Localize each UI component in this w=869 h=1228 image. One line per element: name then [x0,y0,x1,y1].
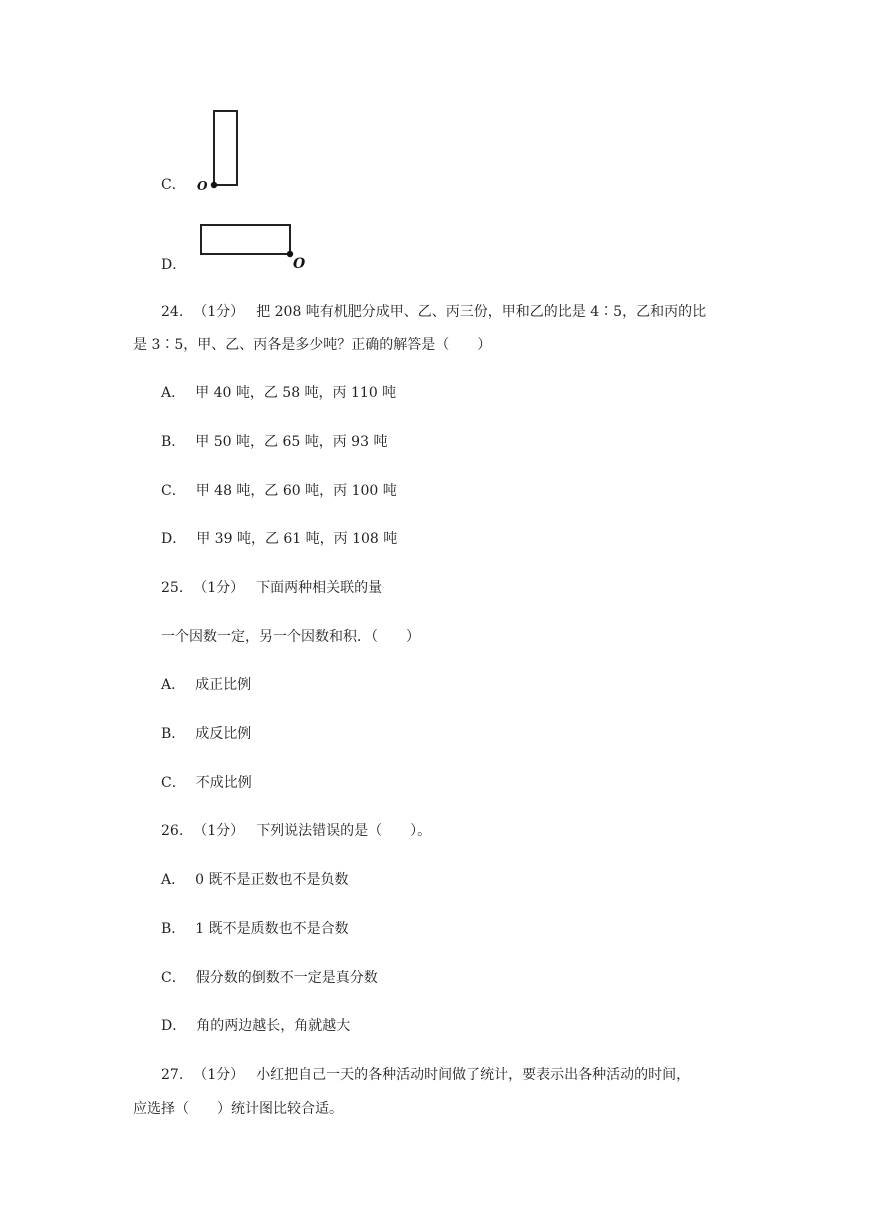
question-number: 24. [161,304,184,320]
option-label: C． [161,177,186,193]
option-label: C． [161,970,186,986]
option-text: 甲 40 吨，乙 58 吨，丙 110 吨 [195,385,397,401]
option-text: 1 既不是质数也不是合数 [195,921,349,937]
option-label: A． [161,872,186,888]
option-text: 角的两边越长，角就越大 [196,1018,351,1034]
origin-label: O [293,256,306,272]
q24-stem-line2: 是 3∶5，甲、乙、丙各是多少吨？正确的解答是（ ） [133,337,492,353]
option-label: D． [161,1018,187,1034]
q24-option-a[interactable] [161,384,396,402]
question-score: （1分） [193,1067,245,1083]
question-number: 25. [161,580,184,596]
question-score: （1分） [193,304,245,320]
option-d-label[interactable] [161,256,186,274]
option-text: 甲 50 吨，乙 65 吨，丙 93 吨 [195,434,388,450]
q26-option-c[interactable] [161,969,378,987]
question-score: （1分） [193,580,245,596]
q24-option-b[interactable] [161,433,387,451]
question-text: 下面两种相关联的量 [256,580,383,596]
q26-option-d[interactable] [161,1017,350,1035]
option-text: 成正比例 [195,677,252,693]
origin-label: O [197,179,208,192]
q25-option-a[interactable] [161,676,251,694]
q24-stem-line1 [161,303,706,321]
question-text: 下列说法错误的是（ ）。 [256,823,432,839]
q25-stem-line2: 一个因数一定，另一个因数和积．（ ） [161,629,420,645]
q27-stem-line2: 应选择（ ）统计图比较合适。 [133,1101,343,1117]
option-label: D． [161,531,187,547]
option-text: 0 既不是正数也不是负数 [195,872,349,888]
option-c-label[interactable] [161,176,186,194]
option-text: 假分数的倒数不一定是真分数 [195,970,378,986]
question-text: 把 208 吨有机肥分成甲、乙、丙三份，甲和乙的比是 4∶5，乙和丙的比 [256,304,707,320]
option-label: B． [161,921,186,937]
question-score: （1分） [193,823,245,839]
option-text: 甲 48 吨，乙 60 吨，丙 100 吨 [195,483,397,499]
q26-option-b[interactable] [161,920,349,938]
question-number: 26. [161,823,184,839]
q25-option-c[interactable] [161,774,252,792]
q25-stem-line1 [161,579,382,597]
q25-option-b[interactable] [161,725,251,743]
option-d-rectangle-figure [196,220,312,272]
option-c-rectangle-figure [196,106,246,192]
option-label: A． [161,677,186,693]
q24-option-c[interactable] [161,482,397,500]
option-label: B． [161,434,186,450]
question-text: 小红把自己一天的各种活动时间做了统计，要表示出各种活动的时间， [256,1067,691,1083]
option-label: C． [161,483,186,499]
q24-option-d[interactable] [161,530,397,548]
q26-option-a[interactable] [161,871,348,889]
option-text: 甲 39 吨，乙 61 吨，丙 108 吨 [196,531,398,547]
option-label: D． [161,257,187,273]
option-label: A． [161,385,186,401]
option-label: C． [161,775,186,791]
option-label: B． [161,726,186,742]
question-number: 27. [161,1067,184,1083]
q27-stem-line1 [161,1066,690,1084]
q26-stem [161,822,431,840]
option-text: 成反比例 [195,726,252,742]
option-text: 不成比例 [195,775,252,791]
